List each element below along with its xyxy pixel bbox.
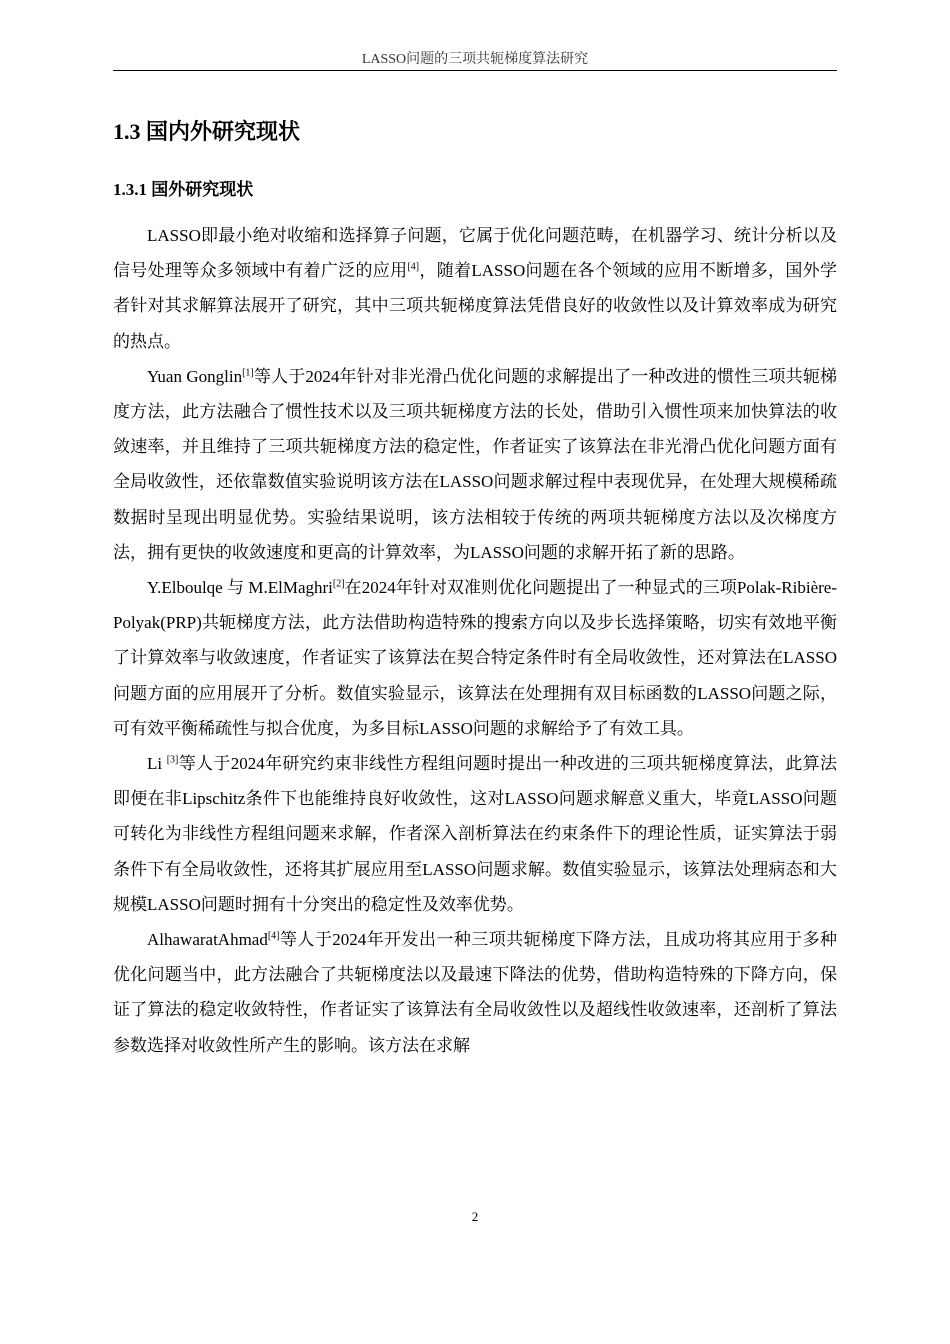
paragraph-li [113, 746, 837, 922]
paragraph-intro [113, 218, 837, 359]
author-name: Y.Elboulqe 与 M.ElMaghri [147, 578, 333, 598]
paragraph-text: LASSO即最小绝对收缩和选择算子问题，它属于优化问题范畴，在机器学习、统计分析以及信号处理等众多领域中有着广泛的应用 [113, 226, 837, 281]
paragraph-text: 等人于2024年研究约束非线性方程组问题时提出一种改进的三项共轭梯度算法，此算法即便在非Lipschitz条件下也能维持良好收敛性，这对LASSO问题求解意义重大，毕竟LASSO问题可转化为非线性方程组问题来求解，作者深入剖析算法在约束条件下的理论性质，证实算法于弱条件下有全局收敛性，还将其扩展应用至LASSO问题求解。数值实验显示，该算法处理病态和大规模LASSO问题时拥有十分突出的稳定性及效率优势。 [113, 754, 838, 914]
paragraph-text: 等人于2024年开发出一种三项共轭梯度下降方法，且成功将其应用于多种优化问题当中，此方法融合了共轭梯度法以及最速下降法的优势，借助构造特殊的下降方向，保证了算法的稳定收敛特性，作者证实了该算法有全局收敛性以及超线性收敛速率，还剖析了算法参数选择对收敛性所产生的影响。该方法在求解 [113, 930, 837, 1055]
citation-marker: [4] [267, 930, 280, 942]
paragraph-text: ，随着LASSO问题在各个领域的应用不断增多，国外学者针对其求解算法展开了研究，其中三项共轭梯度算法凭借良好的收敛性以及计算效率成为研究的热点。 [113, 261, 837, 351]
author-name: Yuan Gonglin [147, 366, 243, 386]
paragraph-yuan [113, 359, 837, 570]
citation-marker: [1] [242, 367, 254, 379]
paragraph-text: 等人于2024年针对非光滑凸优化问题的求解提出了一种改进的惯性三项共轭梯度方法，此方法融合了惯性技术以及三项共轭梯度方法的长处，借助引入惯性项来加快算法的收敛速率，并且维持了三项共轭梯度方法的稳定性，作者证实了该算法在非光滑凸优化问题方面有全局收敛性，还依靠数值实验说明该方法在LASSO问题求解过程中表现优异，在处理大规模稀疏数据时呈现出明显优势。实验结果说明，该方法相较于传统的两项共轭梯度方法以及次梯度方法，拥有更快的收敛速度和更高的计算效率，为LASSO问题的求解开拓了新的思路。 [113, 366, 837, 562]
running-header: LASSO问题的三项共轭梯度算法研究 [361, 52, 589, 67]
author-name: AlhawaratAhmad [147, 930, 268, 950]
section-title: 1.3 国内外研究现状 [113, 119, 301, 144]
page-number: 2 [471, 1209, 479, 1224]
paragraph-text: 在2024年针对双准则优化问题提出了一种显式的三项Polak-Ribière-Polyak(PRP)共轭梯度方法，此方法借助构造特殊的搜索方向以及步长选择策略，切实有效地平衡了计算效率与收敛速度，作者证实了该算法在契合特定条件时有全局收敛性，还对算法在LASSO问题方面的应用展开了分析。数值实验显示，该算法在处理拥有双目标函数的LASSO问题之际，可有效平衡稀疏性与拟合优度，为多目标LASSO问题的求解给予了有效工具。 [113, 578, 837, 738]
page-body [113, 110, 837, 1063]
citation-marker: [2] [332, 578, 345, 590]
paragraph-alhawarat [113, 922, 837, 1063]
header-rule [113, 70, 837, 71]
paragraph-elboulqe [113, 570, 837, 746]
subsection-title: 1.3.1 国外研究现状 [113, 180, 254, 199]
author-name: Li [147, 754, 167, 774]
citation-marker: [3] [166, 754, 179, 766]
citation-marker: [4] [407, 261, 420, 273]
